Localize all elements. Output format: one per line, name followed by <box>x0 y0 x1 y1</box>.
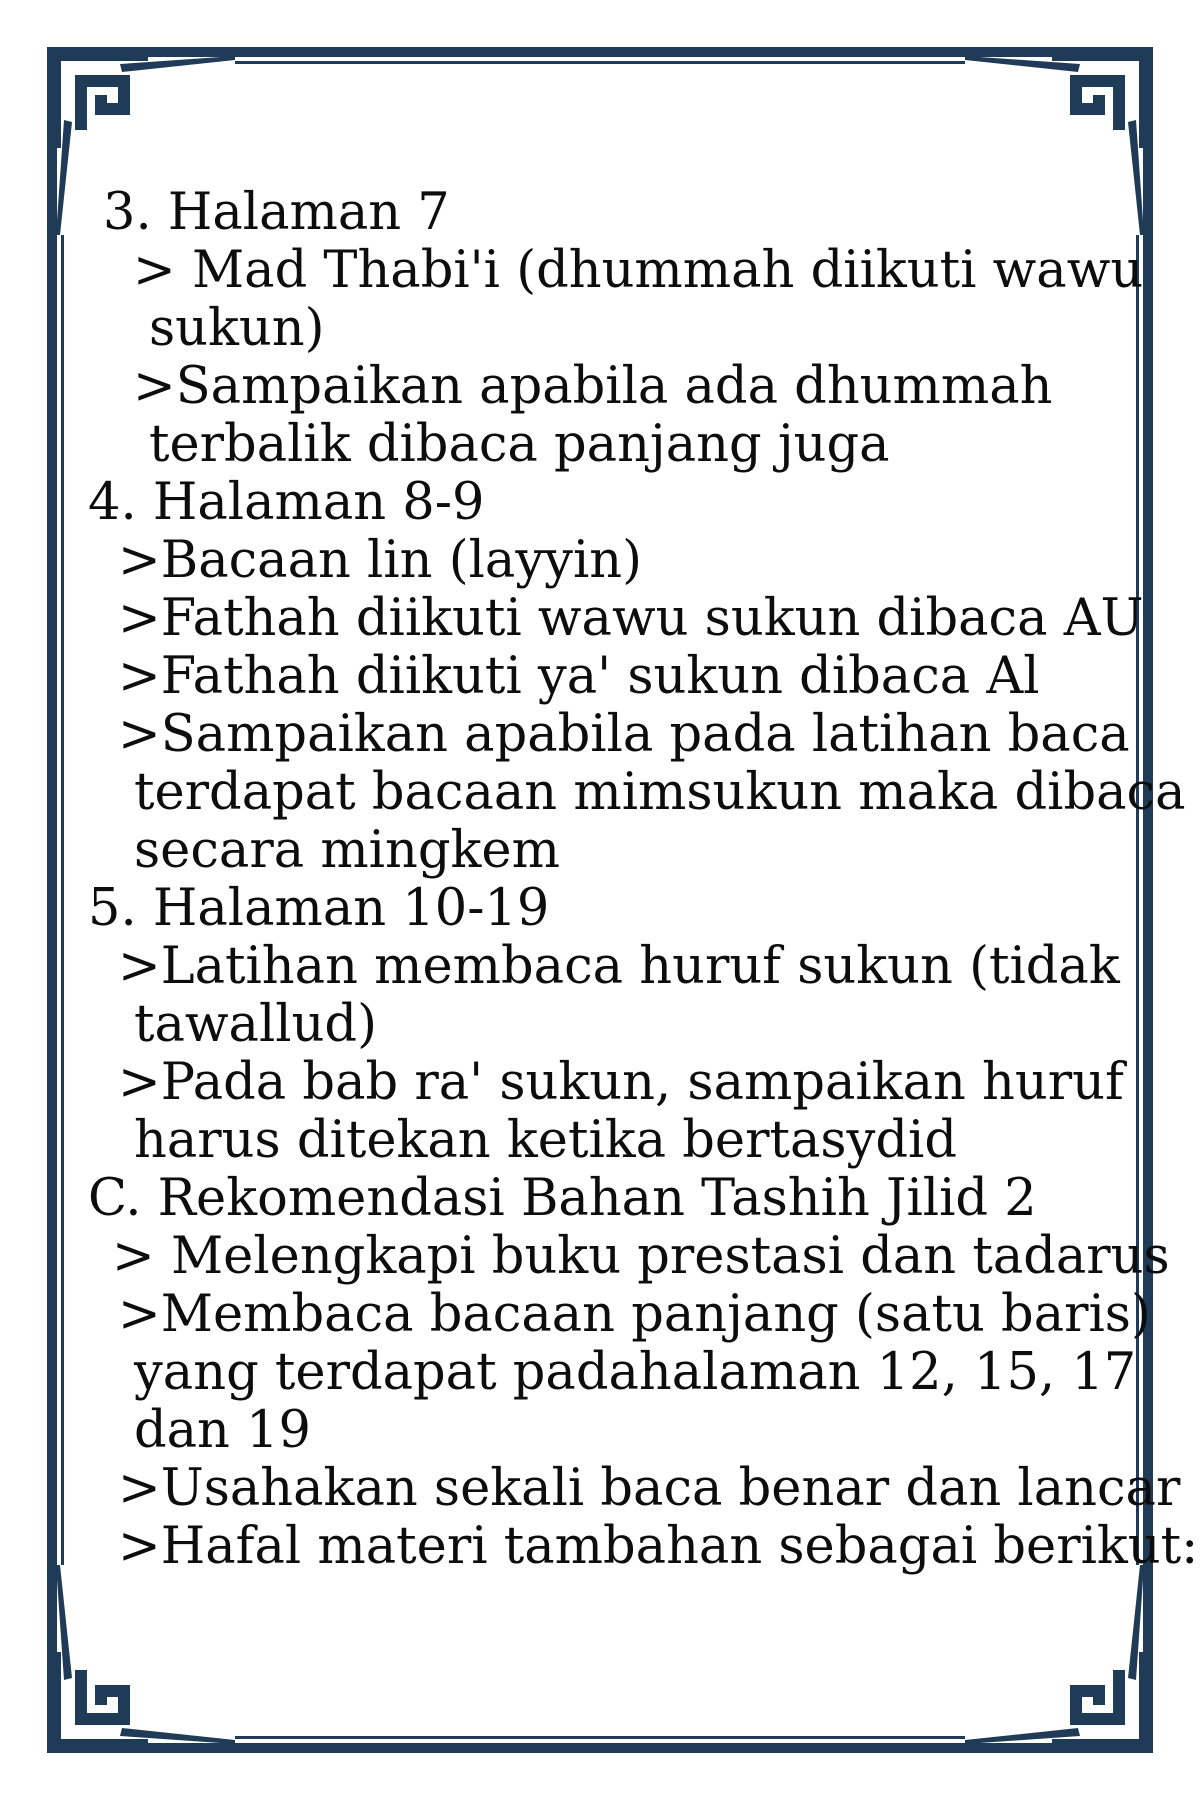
list-item-continuation: terbalik dibaca panjang juga <box>149 415 890 474</box>
list-item: >Latihan membaca huruf sukun (tidak <box>118 937 1120 996</box>
heading-halaman-7: 3. Halaman 7 <box>103 183 450 242</box>
list-item: >Sampaikan apabila pada latihan baca <box>118 705 1130 764</box>
list-item: >Pada bab ra' sukun, sampaikan huruf <box>118 1053 1124 1112</box>
list-item-continuation: dan 19 <box>134 1401 312 1460</box>
heading-halaman-8-9: 4. Halaman 8-9 <box>88 473 485 532</box>
list-item: >Hafal materi tambahan sebagai berikut: <box>118 1517 1199 1576</box>
list-item: >Usahakan sekali baca benar dan lancar <box>118 1459 1181 1518</box>
list-item: >Membaca bacaan panjang (satu baris) <box>118 1285 1151 1344</box>
list-item: > Mad Thabi'i (dhummah diikuti wawu <box>133 241 1144 300</box>
list-item: >Bacaan lin (layyin) <box>118 531 643 590</box>
list-item-continuation: terdapat bacaan mimsukun maka dibaca <box>134 763 1186 822</box>
list-item-continuation: tawallud) <box>134 995 377 1054</box>
list-item: >Sampaikan apabila ada dhummah <box>133 357 1053 416</box>
heading-rekomendasi: C. Rekomendasi Bahan Tashih Jilid 2 <box>88 1169 1037 1228</box>
list-item-continuation: secara mingkem <box>134 821 560 880</box>
list-item-continuation: harus ditekan ketika bertasydid <box>134 1111 957 1170</box>
heading-halaman-10-19: 5. Halaman 10-19 <box>88 879 550 938</box>
list-item-continuation: sukun) <box>149 299 325 358</box>
list-item: >Fathah diikuti ya' sukun dibaca Al <box>118 647 1040 706</box>
list-item: >Fathah diikuti wawu sukun dibaca AU <box>118 589 1144 648</box>
list-item-continuation: yang terdapat padahalaman 12, 15, 17 <box>134 1343 1137 1402</box>
list-item: > Melengkapi buku prestasi dan tadarus <box>112 1227 1170 1286</box>
